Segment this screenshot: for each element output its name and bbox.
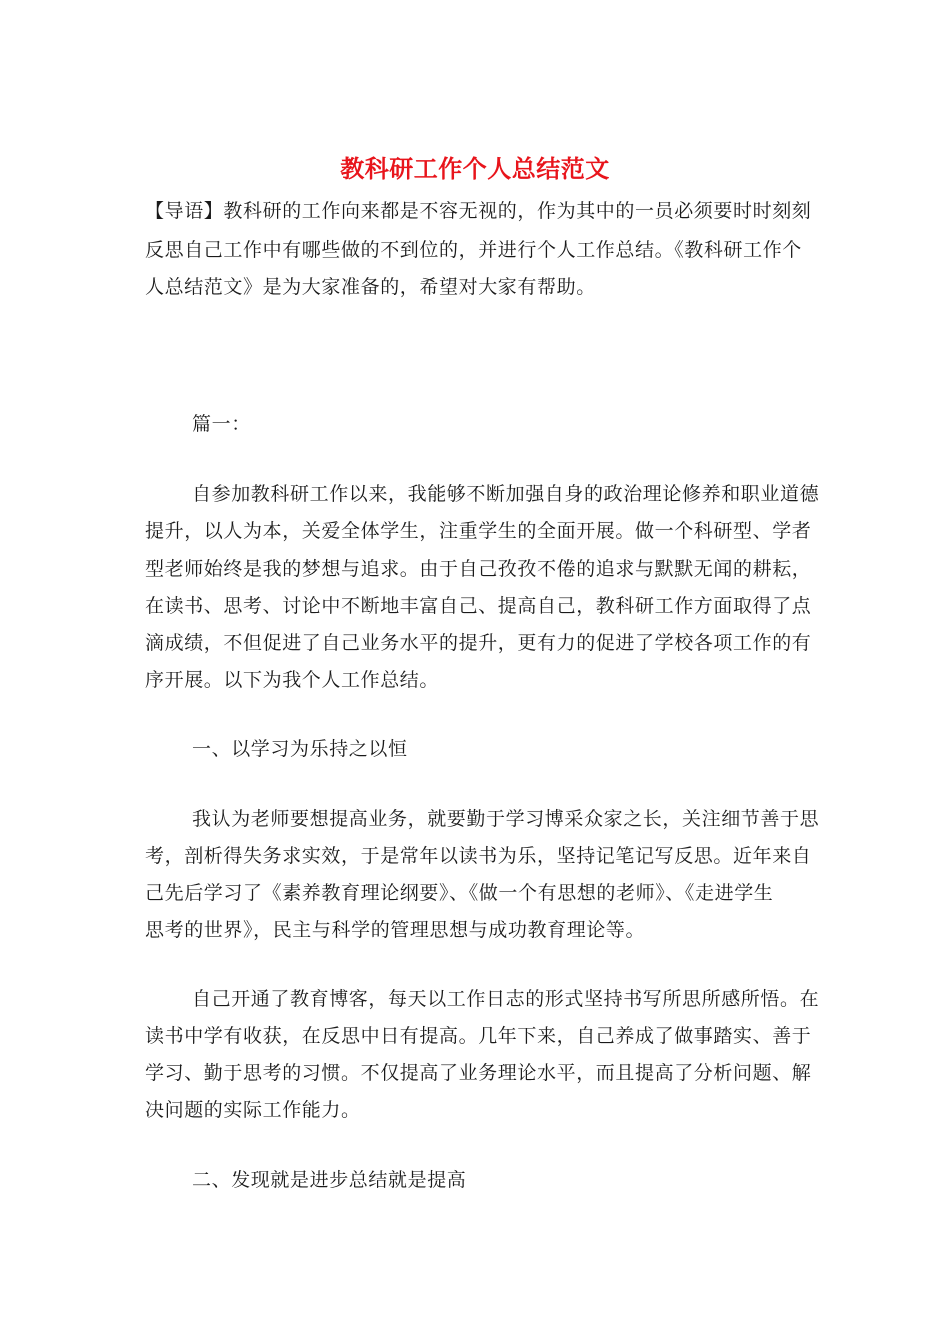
paragraph1-line-2: 提升，以人为本，关爱全体学生，注重学生的全面开展。做一个科研型、学者 — [145, 520, 812, 542]
paragraph3-line-3: 学习、勤于思考的习惯。不仅提高了业务理论水平，而且提高了分析问题、解 — [145, 1062, 812, 1084]
paragraph3-line-2: 读书中学有收获，在反思中日有提高。几年下来，自己养成了做事踏实、善于 — [145, 1025, 812, 1047]
document-title: 教科研工作个人总结范文 — [340, 154, 610, 183]
paragraph2-line-1: 我认为老师要想提高业务，就要勤于学习博采众家之长，关注细节善于思 — [192, 808, 820, 830]
intro-line-1: 【导语】教科研的工作向来都是不容无视的，作为其中的一员必须要时时刻刻 — [145, 200, 812, 222]
section2-heading: 二、发现就是进步总结就是提高 — [192, 1169, 467, 1191]
paragraph1-line-3: 型老师始终是我的梦想与追求。由于自己孜孜不倦的追求与默默无闻的耕耘， — [145, 558, 812, 580]
paragraph2-line-2: 考，剖析得失务求实效，于是常年以读书为乐，坚持记笔记写反思。近年来自 — [145, 845, 812, 867]
paragraph2-line-4: 思考的世界》，民主与科学的管理思想与成功教育理论等。 — [145, 919, 646, 941]
intro-line-2: 反思自己工作中有哪些做的不到位的，并进行个人工作总结。《教科研工作个 — [145, 239, 802, 261]
paragraph3-line-1: 自己开通了教育博客，每天以工作日志的形式坚持书写所思所感所悟。在 — [192, 988, 820, 1010]
paragraph1-line-4: 在读书、思考、讨论中不断地丰富自己、提高自己，教科研工作方面取得了点 — [145, 595, 812, 617]
paragraph1-line-5: 滴成绩，不但促进了自己业务水平的提升，更有力的促进了学校各项工作的有 — [145, 632, 812, 654]
paragraph2-line-3: 己先后学习了《素养教育理论纲要》、《做一个有思想的老师》、《走进学生 — [145, 882, 774, 904]
part-label: 篇一： — [192, 413, 251, 435]
paragraph1-line-6: 序开展。以下为我个人工作总结。 — [145, 669, 440, 691]
intro-line-3: 人总结范文》是为大家准备的，希望对大家有帮助。 — [145, 276, 596, 298]
paragraph1-line-1: 自参加教科研工作以来，我能够不断加强自身的政治理论修养和职业道德 — [192, 483, 820, 505]
section1-heading: 一、以学习为乐持之以恒 — [192, 738, 408, 760]
paragraph3-line-4: 决问题的实际工作能力。 — [145, 1099, 361, 1121]
